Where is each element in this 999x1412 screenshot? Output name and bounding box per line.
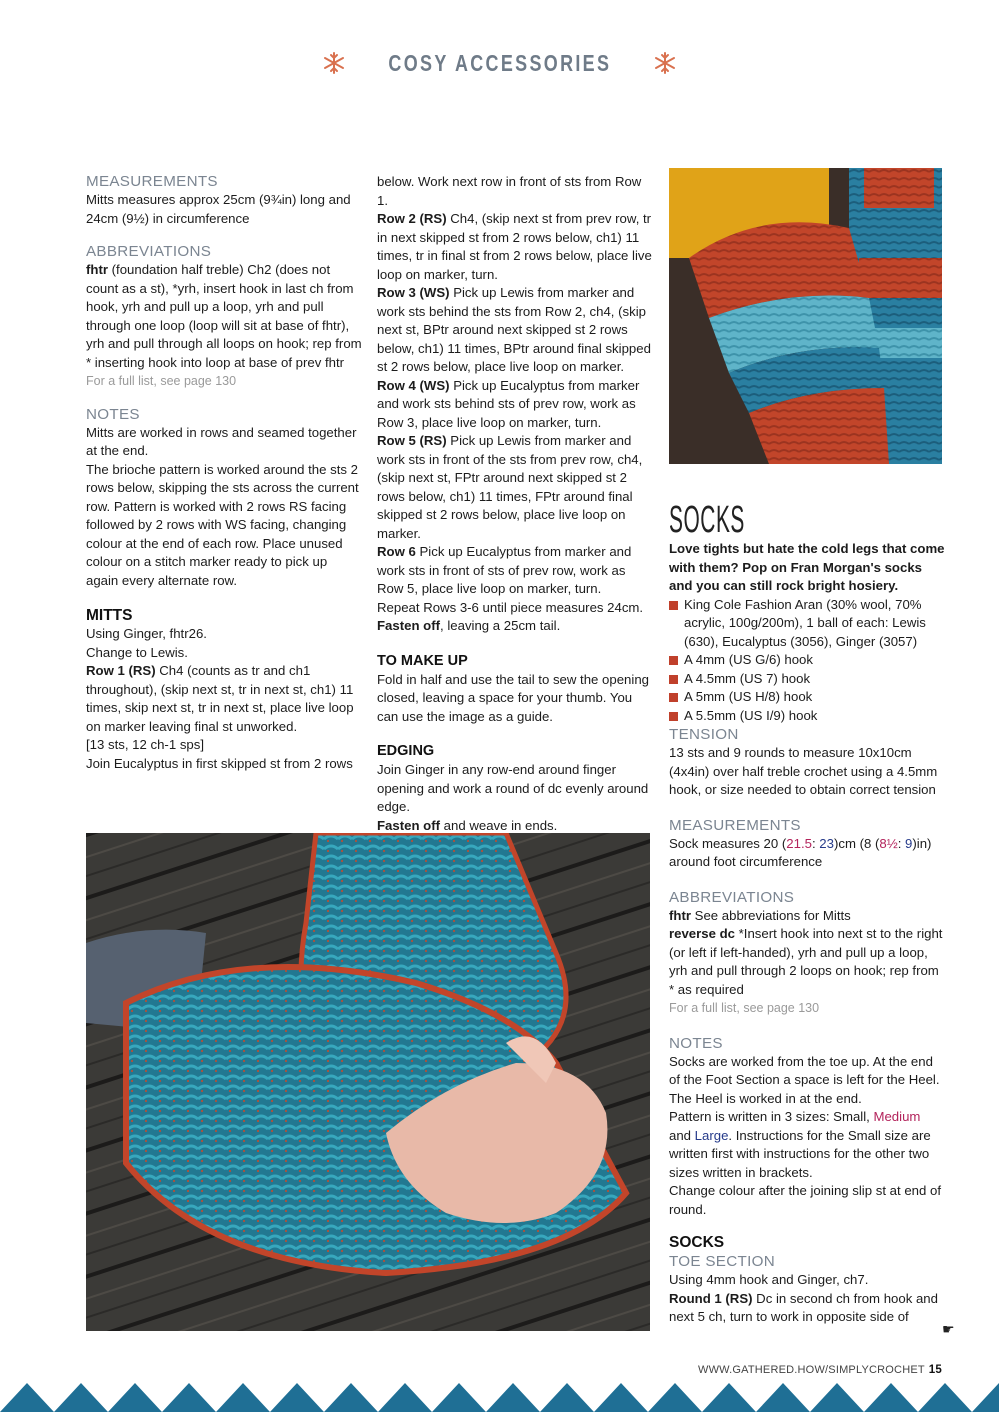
instruction-line: below. Work next row in front of sts from Row 1. — [377, 174, 642, 208]
socks-intro: Love tights but hate the cold legs that come with them? Pop on Fran Morgan's socks and you can still rock bright hosiery. — [669, 541, 945, 593]
fasten-text: and weave in ends. — [440, 817, 558, 833]
size-medium: 21.5 — [786, 835, 812, 851]
note: Mitts are worked in rows and seamed together at the end. — [86, 424, 357, 458]
row-label: Row 1 (RS) — [86, 663, 156, 678]
full-list-link: For a full list, see page 130 — [669, 1001, 820, 1015]
page-number: 15 — [928, 1364, 942, 1376]
tension-text: 13 sts and 9 rounds to measure 10x10cm (4x4in) over half treble crochet using a 4.5mm hook, or size needed to obtain correct tension — [669, 745, 938, 797]
materials-item — [669, 651, 945, 670]
mitts-column-1 — [86, 172, 362, 773]
row-label: Round 1 (RS) — [669, 1290, 753, 1306]
notes-heading: NOTES — [669, 1034, 723, 1052]
measurements-heading: MEASUREMENTS — [669, 816, 801, 834]
materials-text: A 5mm (US H/8) hook — [684, 689, 813, 704]
reverse-dc-abbreviation — [669, 925, 945, 999]
row-instruction — [377, 432, 653, 543]
full-list-link: For a full list, see page 130 — [86, 374, 237, 388]
measurements-text — [669, 835, 945, 872]
row-text: Dc in second ch from hook and next 5 ch, turn to work in opposite side of — [669, 1290, 938, 1324]
measurements-text: Mitts measures approx 25cm (9¾in) long and 24cm (9½) in circumference — [86, 192, 351, 226]
snowflake-icon — [654, 52, 676, 74]
abbreviations-heading: ABBREVIATIONS — [669, 888, 795, 906]
text: around foot circumference — [669, 854, 823, 869]
term: reverse dc — [669, 926, 735, 941]
instruction-line: Repeat Rows 3-6 until piece measures 24cm. — [377, 599, 644, 615]
stitch-count: [13 sts, 12 ch-1 sps] — [86, 737, 205, 752]
text: : — [897, 835, 906, 851]
size-large: 9 — [905, 835, 913, 851]
term: fhtr — [669, 907, 691, 923]
bullet-square-icon — [669, 601, 678, 610]
size-medium: Medium — [873, 1109, 921, 1124]
note: Change colour after the joining slip st at end of round. — [669, 1183, 941, 1217]
materials-text: King Cole Fashion Aran (30% wool, 70% acrylic, 100g/200m), 1 ball of each: Lewis (630), Eucalyptus (3056), Ginger (3057) — [684, 596, 926, 649]
materials-item — [669, 596, 945, 652]
row-label: Row 2 (RS) — [377, 211, 447, 226]
materials-item — [669, 707, 945, 726]
row-label: Row 3 (WS) — [377, 285, 450, 300]
edging-text: Join Ginger in any row-end around finger opening and work a round of dc evenly around edge. — [377, 762, 649, 814]
make-up-text: Fold in half and use the tail to sew the opening closed, leaving a space for your thumb. You can use the image as a guide. — [377, 671, 649, 724]
instruction-line: Change to Lewis. — [86, 644, 188, 660]
bullet-square-icon — [669, 712, 678, 721]
sock-photo — [669, 168, 942, 464]
text: Pattern is written in 3 sizes: Small, — [669, 1109, 874, 1124]
page-header — [0, 46, 999, 80]
row-label: Row 4 (WS) — [377, 377, 450, 393]
zigzag-border — [0, 1380, 999, 1412]
notes-heading: NOTES — [86, 405, 140, 423]
section-title: COSY ACCESSORIES — [388, 49, 611, 76]
socks-column — [669, 500, 945, 1327]
mitts-column-2 — [377, 173, 653, 835]
fhtr-abbreviation — [86, 261, 362, 372]
definition: See abbreviations for Mitts — [690, 907, 851, 923]
instruction-line: Using 4mm hook and Ginger, ch7. — [669, 1272, 869, 1287]
text: )cm (8 ( — [833, 835, 880, 851]
mitts-photo — [86, 833, 650, 1331]
url-text: WWW.GATHERED.HOW/SIMPLYCROCHET — [697, 1364, 925, 1376]
definition: *Insert hook into next st to the right (or left if left-handed), yrh and pull up a loop, yrh and pull through 2 loops on hook; rep from * as required — [669, 926, 943, 997]
size-large: Large — [694, 1127, 729, 1143]
edging-heading: EDGING — [377, 743, 435, 759]
text: Sock measures 20 ( — [669, 835, 787, 851]
snowflake-icon — [323, 52, 345, 74]
fasten-label: Fasten off — [377, 817, 441, 833]
row-text: Ch4, (skip next st from prev row, tr in next skipped st from 2 rows below, ch1) 11 times, tr in final st from 2 rows below, place live loop on marker, turn. — [377, 211, 652, 282]
bullet-square-icon — [669, 656, 678, 665]
row-instruction — [669, 1290, 945, 1327]
materials-item — [669, 670, 945, 689]
note — [669, 1108, 945, 1182]
materials-item — [669, 688, 945, 707]
row-instruction — [377, 210, 653, 284]
row-text: Pick up Eucalyptus from marker and work sts in front of sts of prev row, work as Row 5, place live loop on marker, turn. — [377, 544, 632, 596]
row-label: Row 6 — [377, 544, 416, 559]
row-instruction — [86, 662, 362, 736]
fasten-off-line — [377, 617, 653, 636]
materials-text: A 5.5mm (US I/9) hook — [684, 707, 818, 723]
mitts-heading: MITTS — [86, 607, 133, 624]
text: )in) — [912, 835, 932, 851]
text: : — [811, 835, 820, 851]
fhtr-abbreviation — [669, 907, 945, 926]
fasten-label: Fasten off — [377, 618, 441, 633]
instruction-line: Using Ginger, fhtr26. — [86, 626, 207, 641]
tension-heading: TENSION — [669, 726, 739, 743]
socks-title: SOCKS — [669, 499, 745, 541]
materials-text: A 4.5mm (US 7) hook — [684, 670, 811, 686]
note: The brioche pattern is worked around the sts 2 rows below, skipping the sts across the current row. Pattern is worked with 2 rows RS facing followed by 2 rows with WS facing, changing colour at the end of each row. Place unused colour on a stitch marker ready to pick up again every alternate row. — [86, 461, 359, 588]
size-medium: 8½ — [879, 835, 898, 851]
instruction-line: Join Eucalyptus in first skipped st from 2 rows — [86, 755, 353, 771]
row-instruction — [377, 543, 653, 599]
toe-section-heading: TOE SECTION — [669, 1253, 775, 1270]
row-text: Pick up Lewis from marker and work sts in front of the sts from prev row, ch4, (skip next st, FPtr around next skipped st 2 rows below, ch1) 11 times, FPtr around final skipped st 2 rows below, place live loop on marker. — [377, 433, 643, 541]
row-instruction — [377, 284, 653, 377]
socks-heading: SOCKS — [669, 1234, 725, 1251]
materials-text: A 4mm (US G/6) hook — [684, 652, 813, 667]
row-text: Pick up Lewis from marker and work sts behind the sts from Row 2, ch4, (skip next st, BPtr around next skipped st 2 rows below, ch1) 11 times, BPtr around final skipped st 2 rows below, place live loop on marker. — [377, 285, 651, 374]
note: Socks are worked from the toe up. At the end of the Foot Section a space is left for the Heel. The Heel is worked in at the end. — [669, 1053, 940, 1106]
text: and — [669, 1127, 695, 1143]
abbreviations-heading: ABBREVIATIONS — [86, 243, 212, 260]
continue-pointer-icon: ☛ — [942, 1321, 955, 1337]
make-up-heading: TO MAKE UP — [377, 652, 468, 669]
size-large: 23 — [819, 835, 834, 851]
bullet-square-icon — [669, 693, 678, 702]
text: . Instructions for the Small size are written first with instructions for the other two sizes written in brackets. — [669, 1127, 931, 1180]
footer-url — [698, 1361, 942, 1380]
measurements-heading: MEASUREMENTS — [86, 173, 218, 190]
bullet-square-icon — [669, 675, 678, 684]
term: fhtr — [86, 262, 108, 277]
definition: (foundation half treble) Ch2 (does not count as a st), *yrh, insert hook in last ch from hook, yrh and pull up a loop, yrh and pull through one loop (loop will sit at base of fhtr), yrh and pull through all loops on hook; rep from * inserting hook into loop at base of prev fhtr — [86, 262, 362, 370]
row-instruction — [377, 377, 653, 433]
row-text: Ch4 (counts as tr and ch1 throughout), (skip next st, tr in next st, ch1) 11 times, skip next st, tr in next st, place live loop on marker leaving final st unworked. — [86, 663, 354, 734]
row-text: Pick up Eucalyptus from marker and work sts behind sts of prev row, work as Row 3, place live loop on marker, turn. — [377, 377, 640, 430]
fasten-text: , leaving a 25cm tail. — [440, 618, 561, 633]
row-label: Row 5 (RS) — [377, 433, 447, 448]
